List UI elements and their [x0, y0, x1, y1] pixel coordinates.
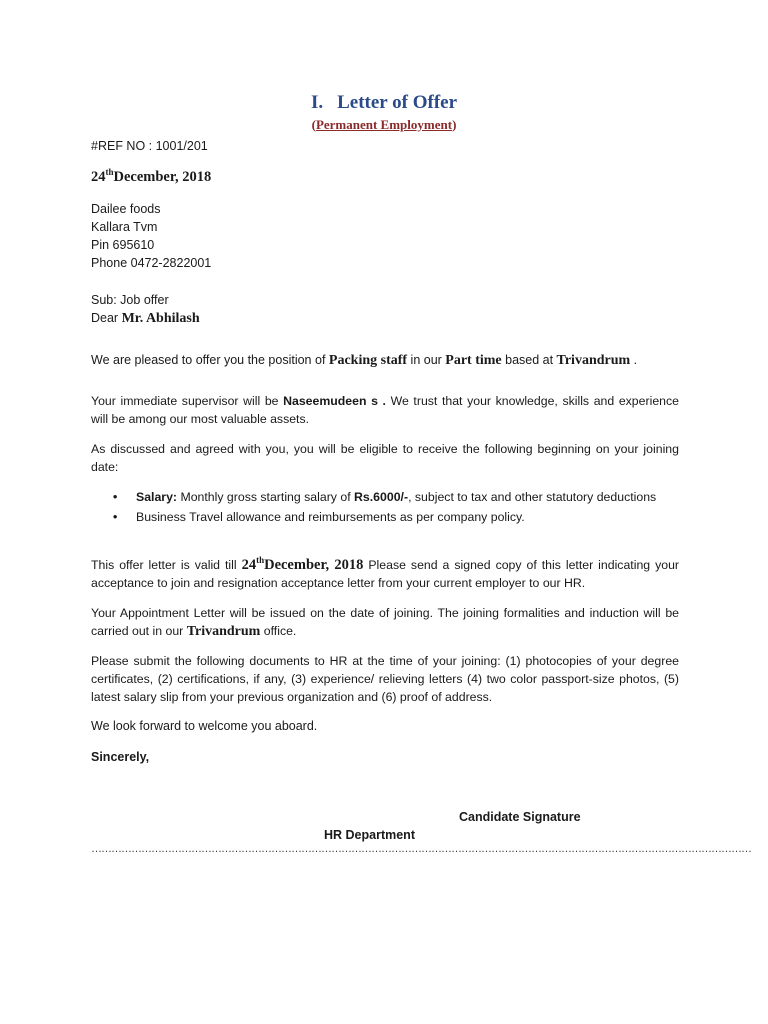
address-company: Dailee foods	[91, 202, 161, 216]
salary-label: Salary:	[136, 490, 178, 504]
validity-suffix: th	[256, 555, 265, 566]
offer-type: Part time	[445, 353, 502, 368]
validity-paragraph	[91, 556, 679, 592]
validity-date	[242, 557, 364, 573]
appointment-text-1: Your Appointment Letter will be issued on the date of joining. The joining formalities and induction will be carried out in our	[91, 606, 679, 638]
subject-line: Sub: Job offer	[91, 293, 169, 307]
candidate-signature-label: Candidate Signature	[459, 810, 581, 824]
appointment-location: Trivandrum	[186, 624, 261, 639]
salutation	[91, 309, 200, 328]
offer-text-2: in our	[407, 353, 446, 367]
recipient-name: Mr. Abhilash	[121, 311, 200, 326]
subtitle-text: Permanent Employment	[315, 117, 453, 132]
title-text: Letter of Offer	[337, 92, 458, 113]
hr-department-label: HR Department	[324, 828, 415, 842]
letter-subtitle	[0, 117, 768, 133]
supervisor-text-2: We trust that your knowledge, skills and experience will be among our most valuable assets.	[91, 394, 679, 426]
validity-day: 24	[241, 557, 257, 573]
welcome-line: We look forward to welcome you aboard.	[91, 719, 318, 733]
salary-text-1: Monthly gross starting salary of	[177, 490, 355, 504]
validity-text-1: This offer letter is valid till	[91, 558, 242, 572]
letter-title	[0, 92, 768, 114]
supervisor-name: Naseemudeen s .	[283, 394, 386, 408]
address-pin: Pin 695610	[91, 238, 155, 252]
validity-rest: December, 2018	[264, 557, 364, 573]
list-item: • Business Travel allowance and reimbursements as per company policy.	[91, 507, 691, 527]
offer-paragraph	[91, 351, 637, 370]
section-number: I.	[310, 92, 324, 113]
salutation-prefix: Dear	[91, 311, 122, 325]
date-rest: December, 2018	[113, 169, 212, 185]
documents-paragraph: Please submit the following documents to HR at the time of your joining: (1) photocopies of your degree certificates, (2) certifications, if any, (3) experience/ relieving letters (4) two color passport-size photos, (5) latest salary slip from your previous organization and (6) proof of address.	[91, 654, 679, 704]
salary-text-2: , subject to tax and other statutory deductions	[408, 490, 657, 504]
salary-amount: Rs.6000/-	[354, 490, 409, 504]
closing-line: Sincerely,	[91, 750, 150, 764]
list-item	[91, 487, 691, 507]
appointment-paragraph	[91, 604, 679, 641]
reference-number: #REF NO : 1001/201	[91, 139, 208, 153]
supervisor-text-1: Your immediate supervisor will be	[91, 394, 284, 408]
validity-text-2: Please send a signed copy of this letter indicating your acceptance to join and resignation acceptance letter from your current employer to our HR.	[91, 558, 680, 590]
benefits-list	[91, 487, 691, 527]
dotted-divider: ………………………………………………………………………………………………………………………………………………………………………………	[91, 843, 751, 855]
letter-date	[91, 168, 211, 186]
subtitle-open-paren: (	[311, 117, 316, 132]
address-phone: Phone 0472-2822001	[91, 256, 212, 270]
address-place: Kallara Tvm	[91, 220, 158, 234]
date-suffix: th	[105, 167, 114, 178]
offer-location: Trivandrum	[556, 353, 631, 368]
offer-text-1: We are pleased to offer you the position of	[91, 353, 329, 367]
date-day: 24	[91, 169, 106, 185]
offer-text-3: based at	[501, 353, 557, 367]
offer-text-4: .	[630, 353, 638, 367]
offer-position: Packing staff	[328, 353, 408, 368]
eligibility-paragraph: As discussed and agreed with you, you will be eligible to receive the following beginning on your joining date:	[91, 442, 679, 474]
supervisor-paragraph	[91, 392, 679, 428]
appointment-text-2: office.	[260, 624, 297, 638]
subtitle-close-paren: )	[452, 117, 457, 132]
